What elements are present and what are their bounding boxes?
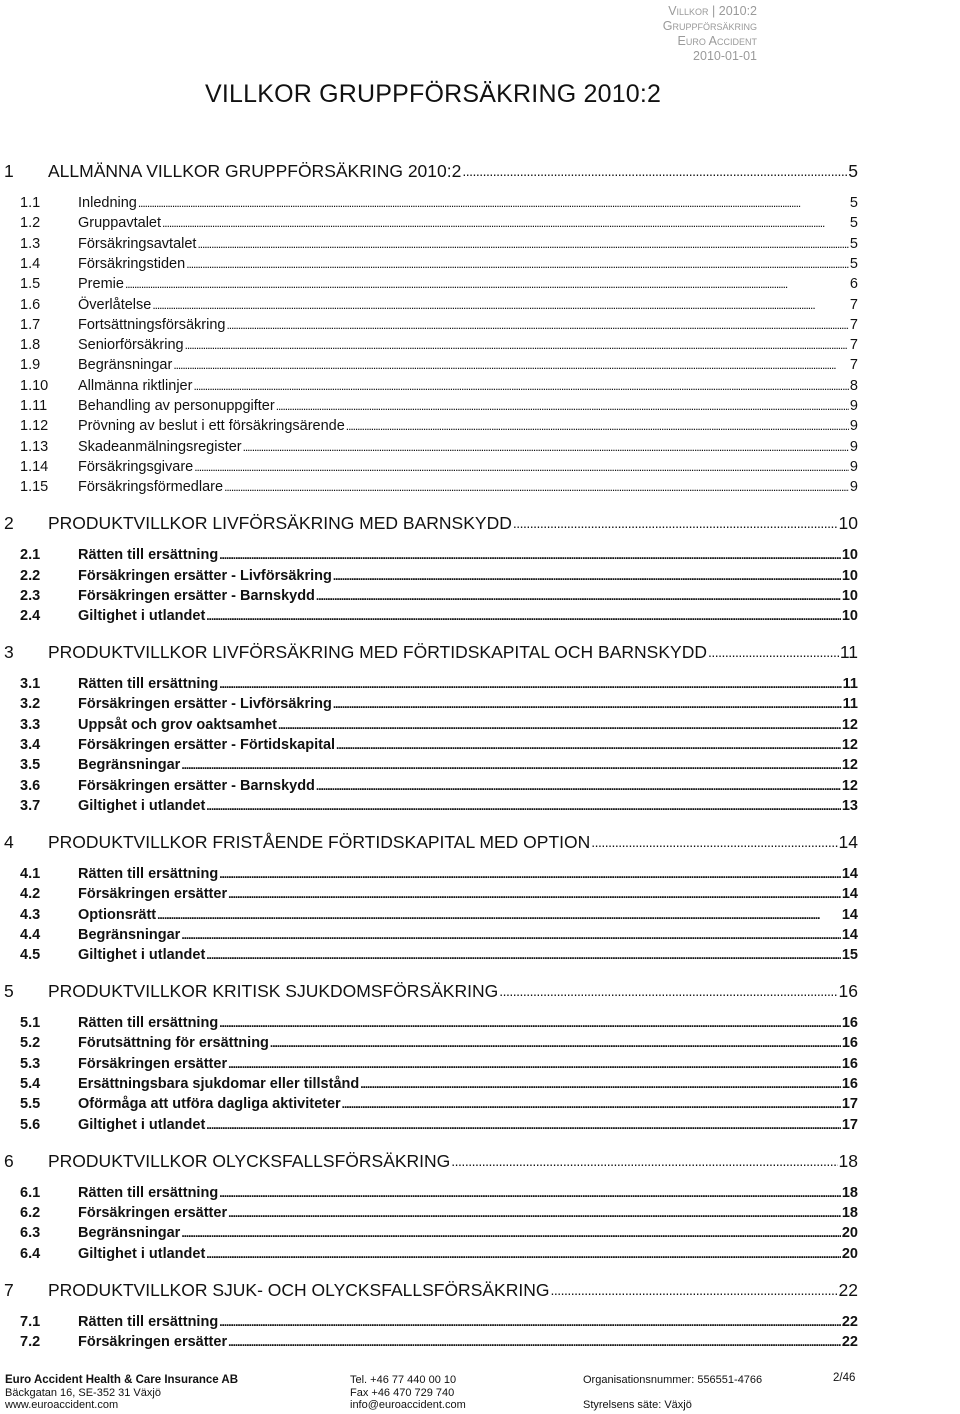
toc-number: 2.1 — [20, 547, 41, 564]
toc-page-number: 7 — [849, 357, 858, 374]
toc-number: 4.4 — [20, 926, 41, 943]
toc-leader-dots — [157, 906, 841, 925]
toc-page-number: 22 — [838, 1279, 858, 1300]
toc-page-number: 15 — [841, 947, 858, 964]
toc-label: Överlåtelse — [78, 296, 152, 313]
toc-leader-dots — [499, 979, 837, 1002]
toc-leader-dots — [219, 1014, 841, 1033]
toc-number: 6 — [4, 1150, 14, 1171]
toc-leader-dots — [360, 1075, 841, 1094]
toc-entry[interactable] — [0, 1014, 858, 1033]
toc-number: 1.13 — [20, 438, 49, 455]
footer-web[interactable]: www.euroaccident.com — [5, 1399, 119, 1411]
toc-entry[interactable] — [0, 1055, 858, 1074]
toc-leader-dots — [206, 1116, 841, 1135]
toc-number: 5.4 — [20, 1076, 41, 1092]
toc-entry[interactable] — [0, 567, 858, 586]
toc-page-number: 7 — [849, 296, 858, 313]
toc-page-number: 10 — [841, 567, 858, 584]
toc-label: Allmänna riktlinjer — [78, 377, 193, 394]
toc-label: Försäkringen ersätter — [78, 1055, 228, 1072]
toc-entry[interactable] — [0, 1095, 858, 1114]
toc-label: Försäkringsgivare — [78, 458, 194, 475]
toc-entry[interactable] — [0, 797, 858, 816]
toc-leader-dots — [342, 1095, 841, 1114]
toc-page-number: 7 — [849, 337, 858, 354]
toc-number: 1.11 — [20, 398, 48, 414]
toc-chapter[interactable] — [0, 980, 858, 1002]
toc-number: 1.4 — [20, 255, 41, 272]
toc-leader-dots — [228, 1333, 841, 1352]
toc-leader-dots — [181, 926, 841, 945]
toc-label: Giltighet i utlandet — [78, 1116, 206, 1133]
toc-number: 2.3 — [20, 587, 41, 604]
toc-number: 5.2 — [20, 1035, 41, 1052]
toc-page-number: 5 — [849, 255, 858, 272]
toc-page-number: 10 — [838, 513, 858, 534]
page-footer — [0, 1366, 960, 1414]
toc-entry[interactable] — [0, 716, 858, 735]
toc-page-number: 16 — [841, 1076, 858, 1092]
toc-entry[interactable] — [0, 458, 858, 477]
toc-entry[interactable] — [0, 1184, 858, 1203]
toc-page-number: 11 — [839, 642, 858, 663]
toc-label: PRODUKTVILLKOR LIVFÖRSÄKRING MED BARNSKYDD — [48, 513, 512, 534]
toc-label: Förutsättning för ersättning — [78, 1035, 269, 1052]
toc-number: 1.10 — [20, 377, 49, 394]
toc-label: Inledning — [78, 195, 137, 211]
toc-entry[interactable] — [0, 587, 858, 606]
toc-entry[interactable] — [0, 438, 858, 457]
toc-number: 4.5 — [20, 947, 41, 964]
toc-label: Försäkringen ersätter - Livförsäkring — [78, 696, 332, 713]
toc-label: Försäkringsavtalet — [78, 235, 197, 252]
toc-leader-dots — [162, 214, 849, 233]
toc-leader-dots — [186, 255, 849, 274]
footer-company: Euro Accident Health & Care Insurance AB — [5, 1374, 239, 1386]
toc-page-number: 9 — [849, 479, 858, 496]
toc-leader-dots — [333, 567, 841, 586]
toc-number: 1 — [4, 161, 14, 181]
toc-page-number: 9 — [849, 458, 858, 475]
toc-entry[interactable] — [0, 1245, 858, 1264]
toc-page-number: 10 — [841, 547, 858, 564]
toc-leader-dots — [226, 316, 848, 335]
toc-page-number: 22 — [841, 1313, 858, 1330]
toc-leader-dots — [219, 1184, 841, 1203]
toc-label: Försäkringen ersätter - Barnskydd — [78, 777, 315, 794]
toc-label: Ersättningsbara sjukdomar eller tillstånd — [78, 1076, 360, 1092]
toc-entry[interactable] — [0, 865, 858, 884]
toc-label: Försäkringsförmedlare — [78, 479, 224, 496]
toc-number: 1.9 — [20, 357, 41, 374]
toc-number: 4.3 — [20, 906, 41, 923]
toc-entry[interactable] — [0, 194, 858, 213]
toc-leader-dots — [193, 377, 848, 396]
toc-leader-dots — [181, 1224, 841, 1243]
toc-chapter[interactable] — [0, 831, 858, 853]
toc-leader-dots — [152, 296, 849, 315]
toc-leader-dots — [219, 675, 841, 694]
toc-label: Begränsningar — [78, 357, 173, 374]
toc-number: 6.4 — [20, 1245, 41, 1262]
footer-contact-block — [350, 1374, 466, 1412]
toc-leader-dots — [125, 275, 849, 294]
toc-label: Begränsningar — [78, 926, 181, 943]
footer-fax: Fax +46 470 729 740 — [350, 1386, 455, 1399]
toc-label: Försäkringen ersätter - Barnskydd — [78, 587, 315, 604]
toc-label: Premie — [78, 276, 124, 293]
toc-page-number: 16 — [838, 981, 858, 1002]
toc-label: Giltighet i utlandet — [78, 797, 206, 814]
toc-label: Försäkringen ersätter - Livförsäkring — [78, 567, 332, 584]
toc-entry[interactable] — [0, 275, 858, 294]
toc-label: Optionsrätt — [78, 906, 157, 923]
toc-page-number: 6 — [849, 276, 858, 293]
toc-leader-dots — [138, 194, 849, 213]
toc-page-number: 9 — [849, 418, 858, 435]
toc-page-number: 13 — [841, 797, 858, 814]
toc-entry[interactable] — [0, 235, 858, 254]
toc-number: 2.2 — [20, 567, 41, 584]
toc-number: 4.2 — [20, 886, 41, 903]
toc-entry[interactable] — [0, 777, 858, 796]
toc-number: 3.6 — [20, 777, 41, 794]
toc-page-number: 14 — [841, 906, 858, 923]
toc-number: 3.1 — [20, 676, 41, 693]
footer-company-block — [5, 1374, 238, 1412]
toc-entry[interactable] — [0, 1204, 858, 1223]
toc-leader-dots — [513, 511, 838, 534]
toc-page-number: 9 — [849, 398, 858, 414]
toc-leader-dots — [278, 716, 841, 735]
toc-number: 6.2 — [20, 1204, 41, 1221]
toc-leader-dots — [462, 159, 847, 182]
toc-number: 6.3 — [20, 1225, 41, 1242]
toc-page-number: 11 — [842, 676, 858, 693]
toc-number: 5.3 — [20, 1055, 41, 1072]
footer-seat: Styrelsens säte: Växjö — [583, 1399, 692, 1411]
toc-label: Försäkringen ersätter — [78, 886, 228, 903]
toc-number: 3.5 — [20, 757, 41, 774]
toc-number: 1.5 — [20, 276, 41, 293]
toc-label: Uppsåt och grov oaktsamhet — [78, 716, 278, 733]
toc-leader-dots — [228, 1204, 841, 1223]
toc-page-number: 17 — [841, 1116, 858, 1133]
toc-label: Försäkringstiden — [78, 255, 186, 272]
toc-leader-dots — [316, 777, 841, 796]
toc-label: Begränsningar — [78, 757, 181, 774]
toc-number: 3 — [4, 642, 14, 663]
toc-entry[interactable] — [0, 926, 858, 945]
toc-number: 3.7 — [20, 797, 41, 814]
toc-entry[interactable] — [0, 296, 858, 315]
toc-page-number: 17 — [841, 1096, 858, 1113]
toc-entry[interactable] — [0, 356, 858, 375]
toc-label: Rätten till ersättning — [78, 865, 219, 882]
toc-number: 5 — [4, 981, 14, 1002]
toc-page-number: 16 — [841, 1035, 858, 1052]
toc-page-number: 14 — [841, 886, 858, 903]
toc-number: 1.7 — [20, 316, 41, 333]
toc-entry[interactable] — [0, 885, 858, 904]
toc-chapter[interactable] — [0, 1279, 858, 1301]
toc-leader-dots — [206, 1245, 841, 1264]
toc-number: 6.1 — [20, 1184, 41, 1201]
toc-number: 3.3 — [20, 716, 41, 733]
toc-leader-dots — [228, 885, 841, 904]
toc-entry[interactable] — [0, 1075, 858, 1094]
toc-number: 1.15 — [20, 479, 49, 496]
toc-page-number: 22 — [841, 1333, 858, 1350]
toc-entry[interactable] — [0, 214, 858, 233]
header-line-3: Euro Accident — [677, 34, 757, 48]
page-number: 2/46 — [833, 1372, 856, 1384]
toc-entry[interactable] — [0, 1224, 858, 1243]
toc-number: 4.1 — [20, 865, 41, 882]
toc-label: Oförmåga att utföra dagliga aktiviteter — [78, 1096, 341, 1113]
toc-number: 2.4 — [20, 608, 41, 625]
toc-entry[interactable] — [0, 397, 858, 416]
header-line-4: 2010-01-01 — [693, 49, 757, 63]
toc-leader-dots — [228, 1055, 841, 1074]
toc-number: 7.1 — [20, 1313, 41, 1330]
toc-page-number: 10 — [841, 587, 858, 604]
header-line-1: Villkor | 2010:2 — [668, 4, 757, 18]
toc-leader-dots — [185, 336, 849, 355]
toc-leader-dots — [206, 797, 841, 816]
toc-leader-dots — [173, 356, 849, 375]
toc-page-number: 14 — [841, 865, 858, 882]
toc-label: Rätten till ersättning — [78, 547, 219, 564]
toc-leader-dots — [219, 865, 841, 884]
toc-page-number: 14 — [838, 831, 858, 852]
toc-leader-dots — [270, 1034, 841, 1053]
toc-label: PRODUKTVILLKOR LIVFÖRSÄKRING MED FÖRTIDSKAPITAL OCH BARNSKYDD — [48, 642, 707, 663]
toc-entry[interactable] — [0, 607, 858, 626]
toc-entry[interactable] — [0, 946, 858, 965]
toc-label: PRODUKTVILLKOR SJUK- OCH OLYCKSFALLSFÖRSÄKRING — [48, 1279, 550, 1300]
toc-number: 5.5 — [20, 1096, 41, 1113]
toc-leader-dots — [591, 830, 837, 853]
toc-number: 7.2 — [20, 1333, 41, 1350]
footer-org-block — [583, 1374, 762, 1412]
toc-leader-dots — [224, 478, 849, 497]
toc-chapter[interactable] — [0, 160, 858, 182]
toc-label: Skadeanmälningsregister — [78, 438, 242, 455]
toc-page-number: 20 — [841, 1225, 858, 1242]
toc-page-number: 12 — [841, 757, 858, 774]
toc-page-number: 5 — [849, 215, 858, 232]
toc-label: Gruppavtalet — [78, 215, 162, 232]
toc-label: ALLMÄNNA VILLKOR GRUPPFÖRSÄKRING 2010:2 — [48, 161, 462, 181]
toc-entry[interactable] — [0, 906, 858, 925]
page-title: VILLKOR GRUPPFÖRSÄKRING 2010:2 — [205, 80, 662, 108]
toc-number: 1.8 — [20, 337, 41, 354]
toc-page-number: 5 — [849, 235, 858, 252]
toc-label: PRODUKTVILLKOR OLYCKSFALLSFÖRSÄKRING — [48, 1150, 451, 1171]
toc-leader-dots — [346, 417, 849, 436]
toc-entry[interactable] — [0, 417, 858, 436]
toc-entry[interactable] — [0, 478, 858, 497]
toc-label: Försäkringen ersätter - Förtidskapital — [78, 737, 336, 753]
toc-entry[interactable] — [0, 255, 858, 274]
toc-chapter[interactable] — [0, 512, 858, 534]
toc-entry[interactable] — [0, 316, 858, 335]
toc-number: 3.4 — [20, 737, 41, 753]
toc-number: 1.1 — [20, 195, 41, 211]
toc-leader-dots — [276, 397, 849, 416]
toc-number: 3.2 — [20, 696, 41, 713]
toc-number: 1.12 — [20, 418, 49, 435]
toc-chapter[interactable] — [0, 641, 858, 663]
toc-number: 1.3 — [20, 235, 41, 252]
toc-leader-dots — [194, 458, 849, 477]
toc-label: Rätten till ersättning — [78, 1184, 219, 1201]
toc-entry[interactable] — [0, 1116, 858, 1135]
toc-page-number: 12 — [841, 737, 858, 753]
toc-page-number: 10 — [841, 608, 858, 625]
toc-label: Rätten till ersättning — [78, 676, 219, 693]
footer-email[interactable]: info@euroaccident.com — [350, 1399, 466, 1411]
footer-orgnr: Organisationsnummer: 556551-4766 — [583, 1374, 763, 1386]
toc-leader-dots — [451, 1149, 837, 1172]
toc-page-number: 11 — [842, 696, 858, 713]
toc-number: 1.6 — [20, 296, 41, 313]
toc-number: 4 — [4, 831, 14, 852]
document-header-meta — [663, 4, 757, 64]
toc-leader-dots — [243, 438, 849, 457]
toc-page-number: 18 — [841, 1184, 858, 1201]
toc-number: 7 — [4, 1279, 14, 1300]
toc-page-number: 18 — [838, 1150, 858, 1171]
toc-leader-dots — [708, 640, 839, 663]
toc-label: Försäkringen ersätter — [78, 1333, 228, 1350]
toc-number: 5.1 — [20, 1015, 41, 1032]
toc-chapter[interactable] — [0, 1150, 858, 1172]
toc-page-number: 16 — [841, 1015, 858, 1032]
toc-label: PRODUKTVILLKOR KRITISK SJUKDOMSFÖRSÄKRING — [48, 981, 499, 1002]
toc-page-number: 14 — [841, 926, 858, 943]
toc-number: 2 — [4, 513, 14, 534]
toc-entry[interactable] — [0, 1034, 858, 1053]
toc-leader-dots — [219, 546, 841, 565]
header-line-2: Gruppförsäkring — [662, 19, 757, 33]
toc-label: Rätten till ersättning — [78, 1015, 219, 1032]
toc-label: Giltighet i utlandet — [78, 1245, 206, 1262]
toc-label: Prövning av beslut i ett försäkringsärende — [78, 418, 345, 435]
toc-page-number: 5 — [848, 161, 858, 181]
toc-entry[interactable] — [0, 1313, 858, 1332]
toc-entry[interactable] — [0, 695, 858, 714]
toc-entry[interactable] — [0, 756, 858, 775]
toc-leader-dots — [333, 695, 842, 714]
toc-number: 5.6 — [20, 1116, 41, 1133]
toc-entry[interactable] — [0, 377, 858, 396]
toc-label: Giltighet i utlandet — [78, 608, 206, 625]
toc-page-number: 16 — [841, 1055, 858, 1072]
toc-leader-dots — [197, 235, 848, 254]
toc-label: Försäkringen ersätter — [78, 1204, 228, 1221]
toc-label: Behandling av personuppgifter — [78, 398, 275, 414]
toc-entry[interactable] — [0, 1333, 858, 1352]
toc-entry[interactable] — [0, 546, 858, 565]
toc-label: Rätten till ersättning — [78, 1313, 219, 1330]
toc-page-number: 18 — [841, 1204, 858, 1221]
footer-address: Bäckgatan 16, SE-352 31 Växjö — [5, 1386, 161, 1399]
toc-page-number: 7 — [849, 316, 858, 333]
toc-entry[interactable] — [0, 736, 858, 755]
toc-page-number: 12 — [841, 716, 858, 733]
toc-label: Fortsättningsförsäkring — [78, 316, 226, 333]
toc-leader-dots — [206, 946, 841, 965]
toc-label: Giltighet i utlandet — [78, 947, 206, 964]
toc-number: 1.2 — [20, 215, 41, 232]
toc-page-number: 5 — [849, 195, 858, 211]
toc-leader-dots — [181, 756, 841, 775]
toc-page-number: 9 — [849, 438, 858, 455]
toc-page-number: 8 — [849, 377, 858, 394]
toc-leader-dots — [206, 607, 841, 626]
toc-label: PRODUKTVILLKOR FRISTÅENDE FÖRTIDSKAPITAL MED OPTION — [48, 831, 591, 852]
toc-page-number: 12 — [841, 777, 858, 794]
toc-leader-dots — [316, 587, 841, 606]
toc-leader-dots — [336, 736, 841, 755]
toc-page-number: 20 — [841, 1245, 858, 1262]
toc-label: Seniorförsäkring — [78, 337, 184, 354]
toc-entry[interactable] — [0, 336, 858, 355]
toc-number: 1.14 — [20, 458, 49, 475]
footer-tel: Tel. +46 77 440 00 10 — [350, 1374, 457, 1386]
toc-leader-dots — [219, 1313, 841, 1332]
toc-leader-dots — [550, 1278, 837, 1301]
toc-label: Begränsningar — [78, 1225, 181, 1242]
toc-entry[interactable] — [0, 675, 858, 694]
